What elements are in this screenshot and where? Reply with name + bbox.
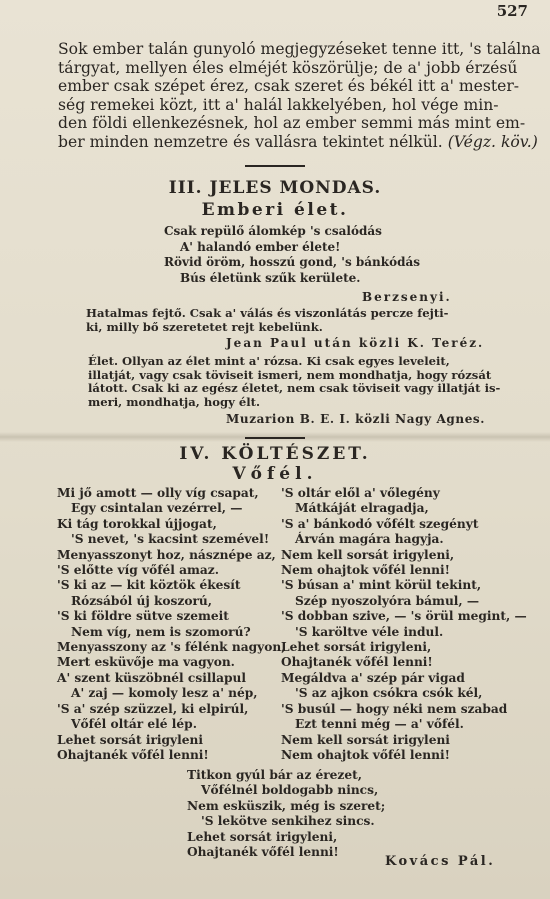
poem-line: 'S busúl — hogy néki nem szabad (281, 701, 508, 716)
poem-line: Mi jő amott — olly víg csapat, (57, 486, 259, 500)
poem-line: Ohajtanék vőfél lenni! (187, 845, 339, 860)
poem-line: 'S előtte víg vőfél amaz. (57, 563, 219, 578)
poem-line: 'S a' szép szüzzel, ki elpirúl, (57, 701, 249, 716)
paragraph-line: tárgyat, mellyen éles elméjét köszörülje; de a' jobb érzésű (58, 58, 518, 77)
saying-hatalmas (86, 307, 496, 334)
verse-line: A' halandó ember élete! (180, 239, 341, 254)
page-number: 527 (496, 2, 528, 20)
poem-line: Vőfél oltár elé lép. (71, 717, 197, 732)
section4-heading: IV. KÖLTÉSZET. (179, 444, 371, 464)
poem-line: Rózsából új koszorú, (71, 593, 212, 608)
saying-elet (88, 354, 501, 409)
poem-line: 'S az ajkon csókra csók kél, (295, 686, 483, 701)
poem-line: Nem víg, nem is szomorú? (71, 624, 251, 639)
paragraph-last-text: ber minden nemzetre és vallásra tekintet nélkül. (58, 132, 443, 151)
poem-line: 'S dobban szive, — 's örül megint, — (281, 609, 527, 624)
poem-line: 'S ki földre sütve szemeit (57, 609, 229, 624)
poem-right-column (281, 486, 527, 763)
paragraph-line: Sok ember talán gunyoló megjegyzéseket tenne itt, 's találna (58, 40, 541, 58)
section3-subheading: Emberi élet. (201, 200, 349, 220)
paragraph-line: den földi ellenkezésnek, hol az ember semmi más mint em- (58, 114, 526, 132)
poem-line: Titkon gyúl bár az érezet, (187, 768, 362, 782)
section4-subheading: Vőfél. (232, 464, 318, 484)
saying-line: ki, milly bő szeretetet rejt kebelünk. (86, 319, 323, 334)
section-divider (245, 165, 305, 167)
saying-line: látott. Csak ki az egész életet, nem csak töviseit vagy illatját is- (88, 381, 501, 396)
poem-line: Mert esküvője ma vagyon. (57, 655, 235, 670)
poem-line: A' szent küszöbnél csillapul (57, 670, 247, 685)
poem-line: Szép nyoszolyóra bámul, — (295, 593, 480, 608)
poem-line: Lehet sorsát irigyleni, (187, 829, 338, 844)
poem-line: Vőfélnél boldogabb nincs, (201, 783, 379, 798)
intro-paragraph (58, 40, 541, 151)
poem-line: 'S karöltve véle indul. (295, 624, 444, 639)
poem-line: Nem esküszik, még is szeret; (187, 798, 386, 813)
poem-line: Menyasszonyt hoz, násznépe az, (57, 547, 276, 562)
poem-line: Nem kell sorsát irigyleni (281, 732, 450, 747)
poem-line: 'S nevet, 's kacsint szemével! (71, 532, 270, 547)
berzsenyi-verse (164, 224, 420, 286)
poem-final-stanza (187, 768, 385, 860)
poem-line: Lehet sorsát irigyleni (57, 732, 204, 747)
poem-line: Nem ohajtok vőfél lenni! (281, 747, 450, 762)
poem-line: Ohajtanék vőfél lenni! (281, 655, 433, 670)
verse-line: Csak repülő álomkép 's csalódás (164, 224, 382, 238)
saying1-author: Jean Paul után közli K. Teréz. (226, 336, 485, 350)
section-divider (245, 437, 305, 439)
poem-line: 'S ki az — kit köztök ékesít (57, 578, 241, 593)
poem-line: Mátkáját elragadja, (295, 501, 429, 516)
poem-line: Menyasszony az 's félénk nagyon, (57, 640, 286, 655)
continuation-note: (Végz. köv.) (447, 132, 538, 151)
section3-heading: III. JELES MONDAS. (168, 178, 382, 198)
poem-line: Nem kell sorsát irigyleni, (281, 547, 455, 562)
poem-line: Árván magára hagyja. (295, 532, 444, 547)
paragraph-line: ember csak szépet érez, csak szeret és békél itt a' mester- (58, 77, 520, 95)
poem-line: 'S a' bánkodó vőfélt szegényt (281, 516, 479, 531)
poem-author: Kovács Pál. (385, 854, 496, 869)
verse-author: Berzsenyi. (362, 290, 452, 304)
saying-line: Élet. Ollyan az élet mint a' rózsa. Ki csak egyes leveleit, (88, 354, 450, 368)
saying-line: meri, mondhatja, hogy élt. (88, 394, 261, 409)
poem-line: Ki tág torokkal újjogat, (57, 516, 217, 531)
paragraph-line (58, 132, 538, 152)
saying-line: Hatalmas fejtő. Csak a' válás és viszonlátás percze fejti- (86, 306, 449, 320)
poem-line: Nem ohajtok vőfél lenni! (281, 563, 450, 578)
saying-line: illatját, vagy csak töviseit ismeri, nem mondhatja, hogy rózsát (88, 367, 492, 382)
poem-line: Ohajtanék vőfél lenni! (57, 747, 209, 762)
poem-line: Megáldva a' szép pár vigad (281, 670, 465, 685)
poem-line: A' zaj — komoly lesz a' nép, (71, 686, 258, 701)
poem-line: Ezt tenni még — a' vőfél. (295, 717, 464, 732)
paragraph-line: ség remekei közt, itt a' halál lakkelyében, hol vége min- (58, 95, 499, 114)
poem-line: 'S lekötve senkihez sincs. (201, 814, 375, 829)
poem-line: 'S búsan a' mint körül tekint, (281, 578, 482, 593)
poem-line: Lehet sorsát irigyleni, (281, 640, 432, 655)
poem-left-column (57, 486, 285, 763)
poem-line: Egy csintalan vezérrel, — (71, 501, 243, 516)
verse-line: Rövid öröm, hosszú gond, 's bánkódás (164, 255, 421, 269)
verse-line: Bús életünk szűk kerülete. (180, 270, 361, 285)
saying2-author: Muzarion B. E. I. közli Nagy Agnes. (226, 412, 486, 426)
poem-line: 'S oltár elől a' vőlegény (281, 486, 440, 500)
